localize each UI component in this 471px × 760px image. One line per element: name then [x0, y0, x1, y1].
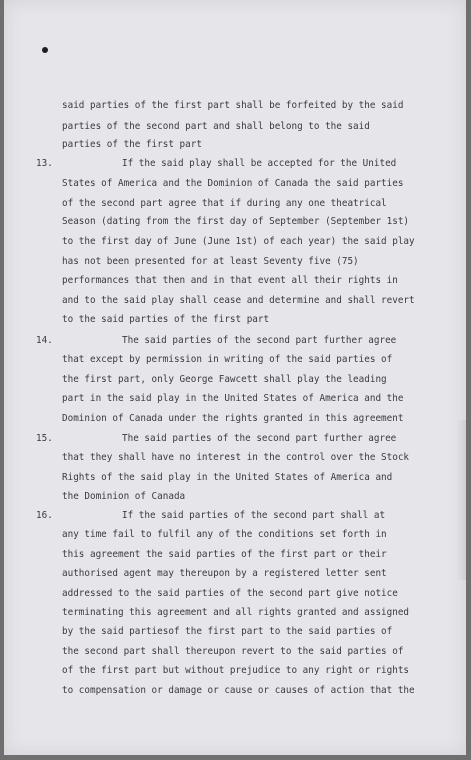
document-line: any time fail to fulfil any of the conditions set forth in — [62, 529, 387, 540]
document-line: of the first part but without prejudice to any right or rights — [62, 665, 410, 676]
document-line: terminating this agreement and all rights granted and assigned — [62, 607, 410, 618]
document-line: this agreement the said parties of the first part or their — [62, 549, 387, 560]
document-line: to the said parties of the first part — [62, 314, 270, 325]
clause-number: 14. — [36, 335, 53, 346]
punch-hole — [42, 47, 48, 53]
document-line: The said parties of the second part further agree — [122, 433, 397, 444]
clause-number: 15. — [36, 433, 53, 444]
document-line: States of America and the Dominion of Canada the said parties — [62, 178, 404, 189]
document-page — [4, 0, 466, 755]
document-line: parties of the second part and shall belong to the said — [62, 121, 370, 132]
document-line: performances that then and in that event all their rights in — [62, 275, 398, 286]
document-line: authorised agent may thereupon by a registered letter sent — [62, 568, 387, 579]
document-line: If the said parties of the second part shall at — [122, 510, 386, 521]
document-line: If the said play shall be accepted for the United — [122, 158, 397, 169]
document-line: the Dominion of Canada — [62, 491, 186, 502]
document-line: by the said partiesof the first part to the said parties of — [62, 626, 393, 637]
document-line: of the second part agree that if during any one theatrical — [62, 198, 387, 209]
document-line: the second part shall thereupon revert to the said parties of — [62, 646, 404, 657]
document-line: part in the said play in the United States of America and the — [62, 393, 404, 404]
document-line: Dominion of Canada under the rights granted in this agreement — [62, 413, 404, 424]
document-line: Rights of the said play in the United States of America and — [62, 472, 393, 483]
document-line: parties of the first part — [62, 139, 202, 150]
document-line: to compensation or damage or cause or causes of action that the — [62, 685, 415, 696]
page-edge-shadow — [456, 420, 466, 580]
document-line: that they shall have no interest in the control over the Stock — [62, 452, 410, 463]
document-line: Season (dating from the first day of September (September 1st) — [62, 216, 410, 227]
document-line: and to the said play shall cease and determine and shall revert — [62, 295, 415, 306]
document-line: has not been presented for at least Seventy five (75) — [62, 256, 359, 267]
document-line: addressed to the said parties of the second part give notice — [62, 588, 398, 599]
document-line: that except by permission in writing of the said parties of — [62, 354, 393, 365]
document-line: the first part, only George Fawcett shall play the leading — [62, 374, 387, 385]
document-line: said parties of the first part shall be forfeited by the said — [62, 100, 404, 111]
clause-number: 16. — [36, 510, 53, 521]
clause-number: 13. — [36, 158, 53, 169]
document-line: The said parties of the second part further agree — [122, 335, 397, 346]
document-line: to the first day of June (June 1st) of each year) the said play — [62, 236, 415, 247]
